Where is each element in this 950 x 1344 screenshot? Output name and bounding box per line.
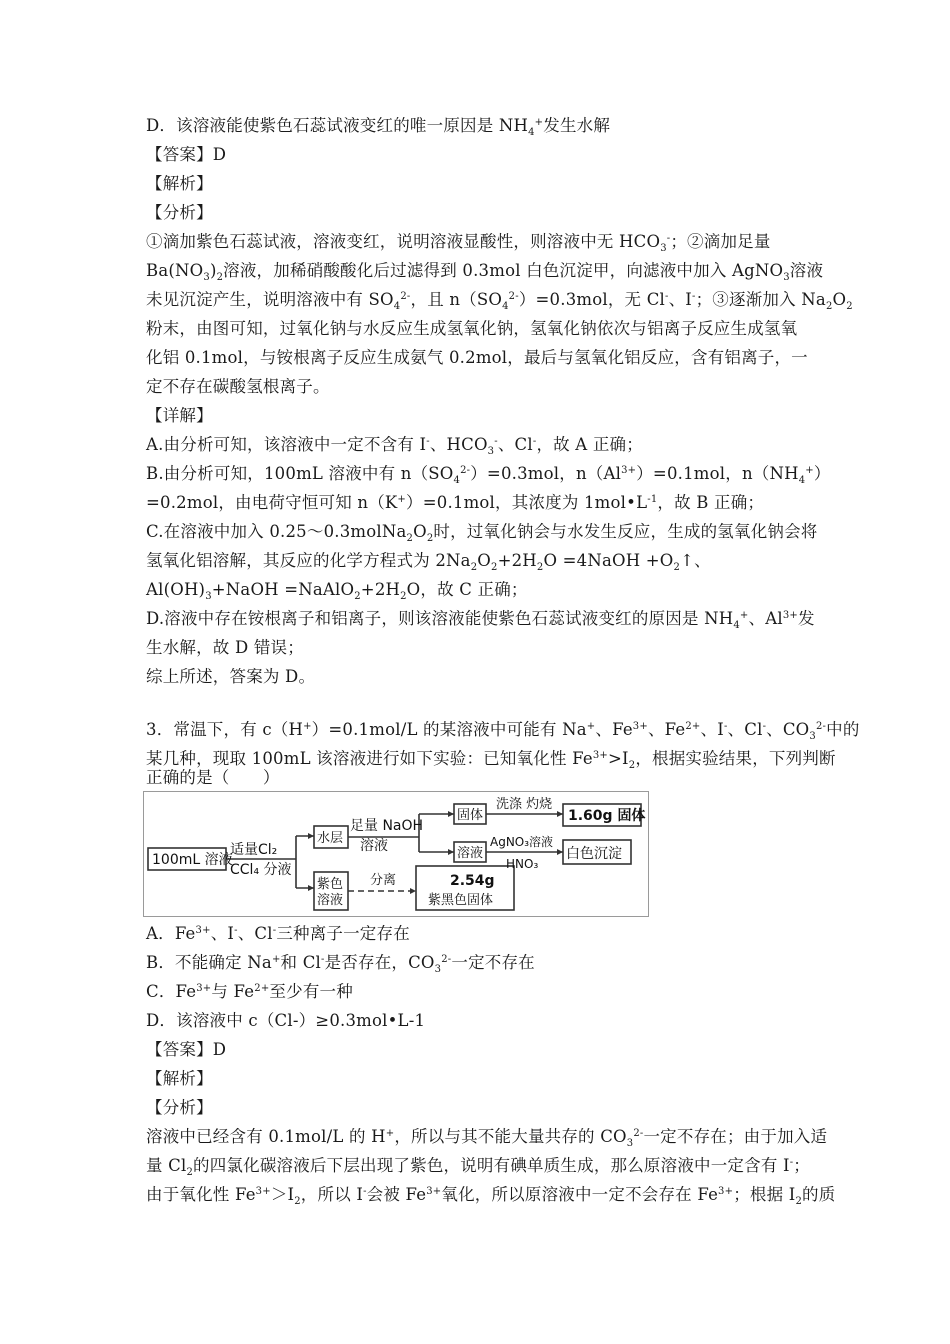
flow-purple-2: 溶液 [317,893,344,908]
question-stem: 3．常温下，有 c（H+）=0.1mol/L 的某溶液中可能有 Na+、$Fe^{3+}$、$Fe^{2+}$、I-、Cl-、$CO_3^{2-}$中的 [146,720,860,742]
flow-naoh-bottom: 溶液 [360,838,388,854]
flow-mass: 2.54g [450,873,495,889]
flow-wash-burn: 洗涤 灼烧 [496,797,553,812]
detail-line: =0.2mol，由电荷守恒可知 n（K+）=0.1mol，其浓度为 $1mol•L^{-1}$，故 B 正确； [146,493,765,512]
flow-naoh-top: 足量 NaOH [350,818,424,834]
flow-white-ppt: 白色沉淀 [566,846,622,862]
detail-line: 生水解，故 D 错误； [146,638,304,657]
analysis-line-q3: 由于氧化性 $Fe^{3+}>I_2$，所以 I-会被 $Fe^{3+}$氧化，所以原溶液中一定不会存在 $Fe^{3+}$；根据 $I_2$的质 [146,1185,836,1207]
analysis-line: 化铝 0.1mol，与铵根离子反应生成氨气 0.2mol，最后与氢氧化铝反应，含有铝离子，一 [146,348,808,367]
analysis-line-q3: 量 $Cl_2$的四氯化碳溶液后下层出现了紫色，说明有碘单质生成，那么原溶液中一定含有 I-； [146,1156,810,1178]
flow-dark-solid: 紫黑色固体 [428,893,494,908]
answer-label: 【答案】D [146,145,227,164]
option-d-prev: D．该溶液能使紫色石蕊试液变红的唯一原因是 $NH_4^+$发生水解 [146,116,611,138]
flow-reagent-bottom: CCl₄ 分液 [230,862,292,878]
fenxi-label-q3: 【分析】 [146,1098,213,1117]
analysis-line: 粉末，由图可知，过氧化钠与水反应生成氢氧化钠，氢氧化钠依次与铝离子反应生成氢氧 [146,319,798,338]
xiangjie-label: 【详解】 [146,406,213,425]
analysis-line: $Ba(NO_3)_2$溶液，加稀硝酸酸化后过滤得到 0.3mol 白色沉淀甲，向滤液中加入 AgNO$_3$溶液 [146,261,824,283]
jiexi-label-q3: 【解析】 [146,1069,213,1088]
option-b: B．不能确定 Na+和 Cl-是否存在，$CO_3^{2-}$一定不存在 [146,953,535,975]
flow-separate: 分离 [370,873,397,888]
analysis-line-q3: 溶液中已经含有 0.1mol/L 的 H+，所以与其不能大量共存的 $CO_3^{2-}$一定不存在；由于加入适 [146,1127,828,1149]
detail-line: 综上所述，答案为 D。 [146,667,316,686]
detail-line: C.在溶液中加入 $0.25\sim 0.3molNa_2O_2$时，过氧化钠会与水发生反应，生成的氢氧化钠会将 [146,522,818,544]
flow-solid: 固体 [457,808,484,823]
analysis-line: 定不存在碳酸氢根离子。 [146,377,330,396]
detail-line: D.溶液中存在铵根离子和铝离子，则该溶液能使紫色石蕊试液变红的原因是 $NH_4^+$、$Al^{3+}$发 [146,609,815,631]
flow-hno3: HNO₃ [506,857,539,871]
flow-purple-1: 紫色 [317,877,344,892]
jiexi-label: 【解析】 [146,174,213,193]
analysis-line: 未见沉淀产生，说明溶液中有 $SO_4^{2-}$，且 $n(SO_4^{2-})=0.3mol$，无 Cl-、I-；③逐渐加入 $Na_2O_2$ [146,290,853,312]
flow-agno3: AgNO₃溶液 [490,835,554,849]
flow-start: 100mL 溶液 [152,852,233,868]
fenxi-label: 【分析】 [146,203,213,222]
flow-reagent-top: 适量Cl₂ [230,842,278,858]
detail-line: $Al(OH)_3+NaOH$ $=NaAlO_2+2H_2O$，故 C 正确； [146,580,528,602]
option-d: D．该溶液中 c（Cl-）≥0.3mol•L-1 [146,1011,426,1030]
experiment-flowchart [143,791,649,917]
analysis-line: ①滴加紫色石蕊试液，溶液变红，说明溶液显酸性，则溶液中无 $HCO_3^-$；②滴加足量 [146,232,771,254]
option-c: C．$Fe^{3+}$与 $Fe^{2+}$至少有一种 [146,982,353,1001]
question-stem: 某几种，现取 100mL 该溶液进行如下实验：已知氧化性 $Fe^{3+}>I_2$，根据实验结果，下列判断 [146,749,836,771]
detail-line: A.由分析可知，该溶液中一定不含有 I-、$HCO_3^-$、Cl-，故 A 正确； [146,435,643,457]
detail-line: 氢氧化铝溶解，其反应的化学方程式为 $2Na_2O_2+2H_2O$ =4NaOH $+O_2↑$、 [146,551,711,573]
flow-solution: 溶液 [457,846,484,861]
detail-line: B.由分析可知，100mL 溶液中有 $n(SO_4^{2-})=0.3mol$，$n(Al^{3+})=0.1mol$，$n(NH_4^+)$ [146,464,831,486]
option-a: A．$Fe^{3+}$、I-、Cl-三种离子一定存在 [146,924,410,943]
flow-water-layer: 水层 [317,831,344,846]
flow-result-solid: 1.60g 固体 [568,808,646,824]
answer-label-q3: 【答案】D [146,1040,227,1059]
question-stem: 正确的是（ ） [146,768,280,787]
